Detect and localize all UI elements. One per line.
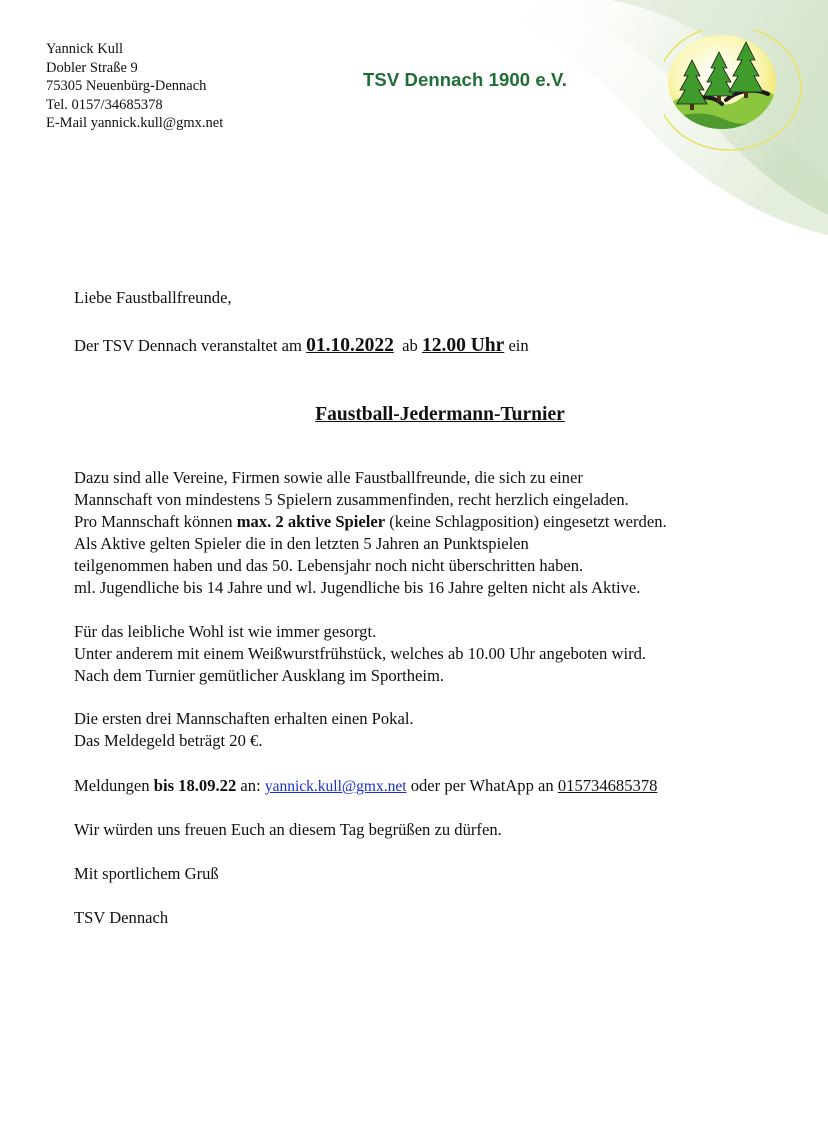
intro-text-mid: ab: [393, 336, 422, 355]
sender-city: 75305 Neuenbürg-Dennach: [46, 78, 207, 95]
event-time: 12.00 Uhr: [421, 335, 505, 356]
paragraph-line: Nach dem Turnier gemütlicher Ausklang im Sportheim.: [74, 666, 445, 685]
sender-street: Dobler Straße 9: [46, 59, 138, 76]
paragraph-line: Unter anderem mit einem Weißwurstfrühstück, welches ab 10.00 Uhr angeboten wird.: [74, 644, 647, 663]
sender-email: E-Mail yannick.kull@gmx.net: [46, 115, 224, 132]
sender-name: Yannick Kull: [46, 41, 124, 57]
sender-address: [46, 40, 223, 133]
registration-email-link[interactable]: yannick.kull@gmx.net: [264, 778, 407, 795]
paragraph-participation: [74, 467, 667, 599]
event-date: 01.10.2022: [306, 335, 394, 356]
paragraph-catering: [74, 621, 646, 687]
paragraph-line: ml. Jugendliche bis 14 Jahre und wl. Jugendliche bis 16 Jahre gelten nicht als Aktive.: [74, 578, 641, 597]
intro-text-pre: Der TSV Dennach veranstaltet am: [74, 336, 307, 355]
paragraph-line: teilgenommen haben und das 50. Lebensjahr noch nicht überschritten haben.: [74, 556, 584, 575]
rule-text-bold: max. 2 aktive Spieler: [236, 512, 386, 531]
registration-line: [74, 775, 657, 798]
registration-text-mid2: oder per WhatApp an: [406, 776, 558, 795]
registration-phone-link[interactable]: 015734685378: [557, 776, 658, 795]
tournament-title: Faustball-Jedermann-Turnier: [315, 404, 565, 425]
signature: TSV Dennach: [74, 908, 169, 927]
registration-text-mid: an:: [236, 776, 265, 795]
paragraph-line: Als Aktive gelten Spieler die in den letzten 5 Jahren an Punktspielen: [74, 534, 529, 553]
paragraph-line: [74, 511, 667, 533]
paragraph-prizes: [74, 708, 414, 752]
paragraph-line: Für das leibliche Wohl ist wie immer gesorgt.: [74, 622, 377, 641]
club-name: TSV Dennach 1900 e.V.: [363, 69, 567, 90]
paragraph-line: Das Meldegeld beträgt 20 €.: [74, 731, 263, 750]
sender-phone: Tel. 0157/34685378: [46, 96, 163, 113]
intro-text-post: ein: [504, 336, 529, 355]
registration-deadline: bis 18.09.22: [153, 776, 237, 795]
paragraph-line: Mannschaft von mindestens 5 Spielern zusammenfinden, recht herzlich eingeladen.: [74, 490, 629, 509]
club-logo-trees-icon: [664, 30, 804, 155]
closing-sentence: Wir würden uns freuen Euch an diesem Tag begrüßen zu dürfen.: [74, 820, 502, 839]
greeting: Liebe Faustballfreunde,: [74, 288, 232, 307]
registration-text-pre: Meldungen: [74, 776, 154, 795]
rule-text-post: (keine Schlagposition) eingesetzt werden.: [385, 512, 667, 531]
paragraph-line: Die ersten drei Mannschaften erhalten einen Pokal.: [74, 709, 414, 728]
closing-greeting: Mit sportlichem Gruß: [74, 864, 219, 883]
rule-text-pre: Pro Mannschaft können: [74, 512, 237, 531]
intro-line: [74, 335, 529, 357]
paragraph-line: Dazu sind alle Vereine, Firmen sowie alle Faustballfreunde, die sich zu einer: [74, 468, 583, 487]
